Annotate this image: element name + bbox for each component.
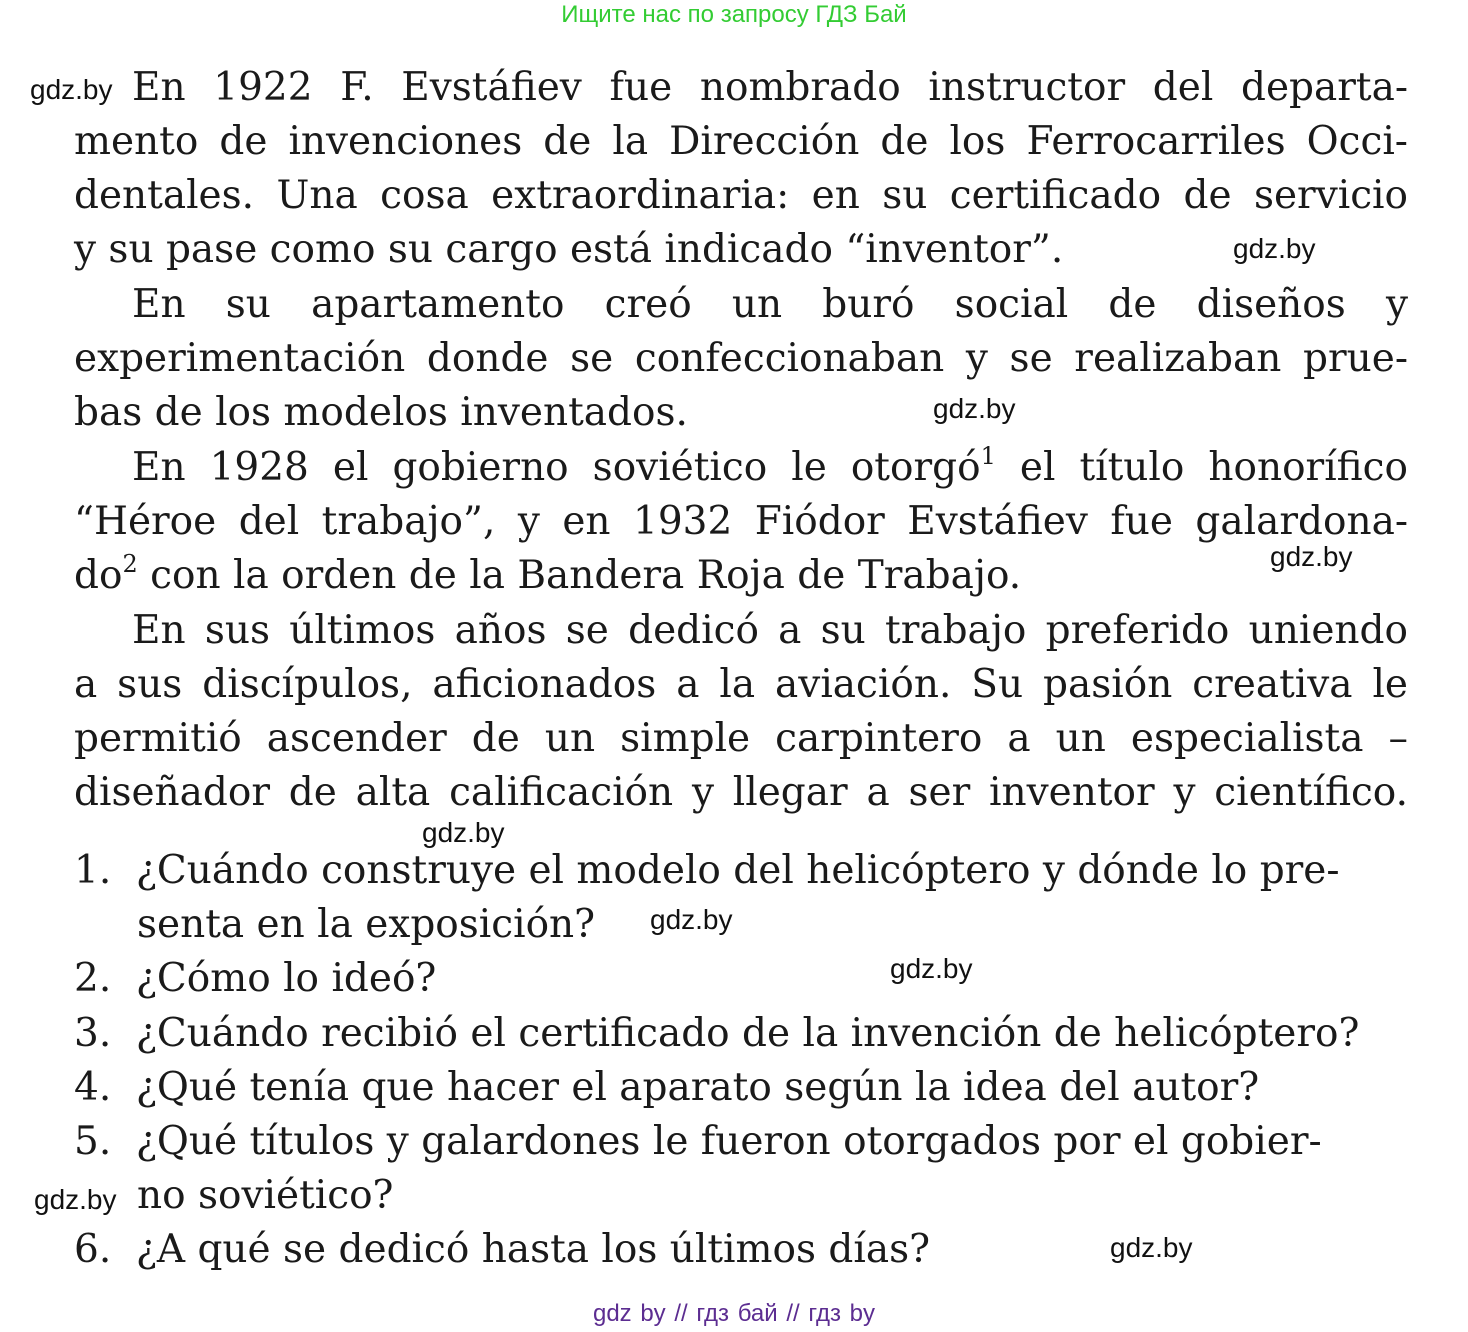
question-2: 2. ¿Cómo lo ideó? bbox=[74, 953, 1408, 1005]
paragraph-1-line-3: dentales. Una cosa extraordinaria: en su certificado de servicio bbox=[74, 173, 1408, 218]
watermark: gdz.by bbox=[1233, 233, 1316, 264]
footnote-ref-2: 2 bbox=[122, 550, 138, 578]
question-number: 3. bbox=[74, 1011, 112, 1056]
paragraph-1-line-2: mento de invenciones de la Dirección de los Ferrocarriles Occi- bbox=[74, 119, 1408, 164]
question-4: 4. ¿Qué tenía que hacer el aparato según la idea del autor? bbox=[74, 1062, 1408, 1114]
watermark: gdz.by bbox=[1270, 541, 1353, 572]
question-number: 6. bbox=[74, 1227, 112, 1272]
watermark: gdz.by bbox=[34, 1184, 117, 1215]
paragraph-2-line-3: bas de los modelos inventados. bbox=[74, 390, 688, 435]
watermark: gdz.by bbox=[933, 393, 1016, 424]
watermark: gdz.by bbox=[890, 953, 973, 984]
paragraph-2-line-2: experimentación donde se confeccionaban y se realizaban prue- bbox=[74, 336, 1408, 381]
footnote-ref-1: 1 bbox=[980, 442, 996, 470]
paragraph-2-line-1: En su apartamento creó un buró social de diseños y bbox=[132, 282, 1408, 327]
question-3: 3. ¿Cuándo recibió el certificado de la invención de helicóptero? bbox=[74, 1008, 1408, 1060]
question-5: 5. ¿Qué títulos y galardones le fueron otorgados por el gobier- bbox=[74, 1116, 1408, 1168]
footer-links[interactable]: gdz by // гдз бай // гдз by bbox=[592, 1300, 876, 1327]
question-number: 5. bbox=[74, 1119, 112, 1164]
question-number: 4. bbox=[74, 1065, 112, 1110]
paragraph-4-line-1: En sus últimos años se dedicó a su trabajo preferido uniendo bbox=[132, 608, 1408, 653]
question-6: 6. ¿A qué se dedicó hasta los últimos días? bbox=[74, 1224, 1408, 1276]
top-banner[interactable]: Ищите нас по запросу ГДЗ Бай bbox=[561, 1, 907, 28]
watermark: gdz.by bbox=[422, 817, 505, 848]
watermark: gdz.by bbox=[650, 904, 733, 935]
paragraph-4-line-2: a sus discípulos, aficionados a la aviación. Su pasión creativa le bbox=[74, 662, 1408, 707]
question-number: 2. bbox=[74, 956, 112, 1001]
question-5-continuation: no soviético? bbox=[137, 1173, 394, 1218]
paragraph-4-line-4: diseñador de alta calificación y llegar a ser inventor y científico. bbox=[74, 770, 1408, 815]
watermark: gdz.by bbox=[1110, 1232, 1193, 1263]
question-1: 1. ¿Cuándo construye el modelo del helicóptero y dónde lo pre- bbox=[74, 845, 1408, 897]
watermark: gdz.by bbox=[30, 74, 113, 105]
paragraph-4-line-3: permitió ascender de un simple carpintero a un especialista – bbox=[74, 716, 1408, 761]
paragraph-1-line-1: En 1922 F. Evstáfiev fue nombrado instructor del departa- bbox=[132, 65, 1408, 110]
paragraph-1-line-4: y su pase como su cargo está indicado “inventor”. bbox=[74, 227, 1064, 272]
paragraph-3-line-2: “Héroe del trabajo”, y en 1932 Fiódor Evstáfiev fue galardona- bbox=[74, 499, 1408, 544]
paragraph-3-line-3: $do^2$ con la orden de la Bandera Roja de Trabajo. bbox=[74, 550, 1022, 598]
paragraph-3-line-1: En 1928 el gobierno soviético le otorgó$^1$ el título honorífico bbox=[132, 442, 1408, 490]
question-1-continuation: senta en la exposición? bbox=[137, 902, 596, 947]
question-number: 1. bbox=[74, 848, 112, 893]
